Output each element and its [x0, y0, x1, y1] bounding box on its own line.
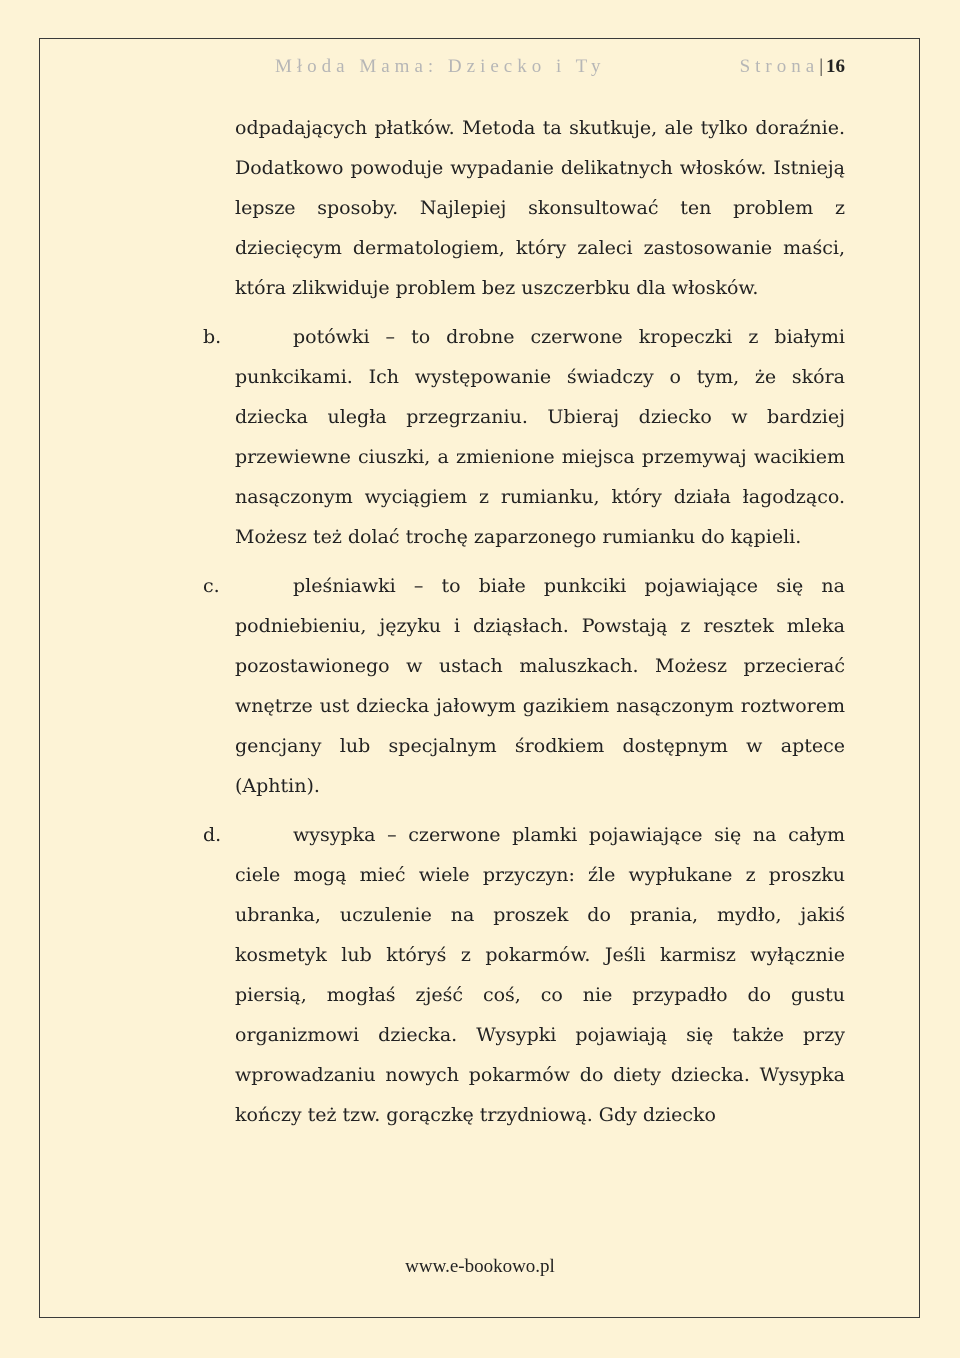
page-number: 16 [826, 56, 845, 77]
list-item-text: wysypka – czerwone plamki pojawiające się na całym ciele mogą mieć wiele przyczyn: źle wypłukane z proszku ubranka, uczulenie na proszek do prania, mydło, jakiś kosmetyk lub któryś z pokarmów. Jeśli karmisz wyłącznie piersią, mogłaś zjeść coś, co nie przypadło do gustu organizmowi dziecka. Wysypki pojawiają się także przy wprowadzaniu nowych pokarmów do diety dziecka. Wysypka kończy też tzw. gorączkę trzydniową. Gdy dziecko [235, 824, 845, 1126]
intro-paragraph: odpadających płatków. Metoda ta skutkuje, ale tylko doraźnie. Dodatkowo powoduje wypadanie delikatnych włosków. Istnieją lepsze sposoby. Najlepiej skonsultować ten problem z dziecięcym dermatologiem, który zaleci zastosowanie maści, która zlikwiduje problem bez uszczerbku dla włosków. [235, 117, 845, 299]
list-item-text: pleśniawki – to białe punkciki pojawiające się na podniebieniu, języku i dziąsłach. Powstają z resztek mleka pozostawionego w ustach maluszkach. Możesz przecierać wnętrze ust dziecka jałowym gazikiem nasączonym roztworem gencjany lub specjalnym środkiem dostępnym w aptece (Aphtin). [235, 575, 845, 797]
list-marker: b. [203, 326, 222, 348]
page-separator: | [819, 56, 823, 77]
page-header [235, 56, 845, 84]
list-marker: c. [203, 575, 220, 597]
book-title: Młoda Mama: Dziecko i Ty [275, 56, 606, 77]
list-item-text: potówki – to drobne czerwone kropeczki z białymi punkcikami. Ich występowanie świadczy o tym, że skóra dziecka uległa przegrzaniu. Ubieraj dziecko w bardziej przewiewne ciuszki, a zmienione miejsca przemywaj wacikiem nasączonym wyciągiem z rumianku, który działa łagodząco. Możesz też dolać trochę zaparzonego rumianku do kąpieli. [235, 326, 845, 548]
page-body [203, 108, 845, 1135]
page-word: Strona [739, 56, 820, 77]
page-indicator [740, 56, 845, 78]
footer-url[interactable]: www.e-bookowo.pl [405, 1256, 555, 1277]
list-item-d [203, 815, 845, 1135]
list-marker: d. [203, 824, 222, 846]
list-item-b [203, 317, 845, 557]
list-item-c [203, 566, 845, 806]
